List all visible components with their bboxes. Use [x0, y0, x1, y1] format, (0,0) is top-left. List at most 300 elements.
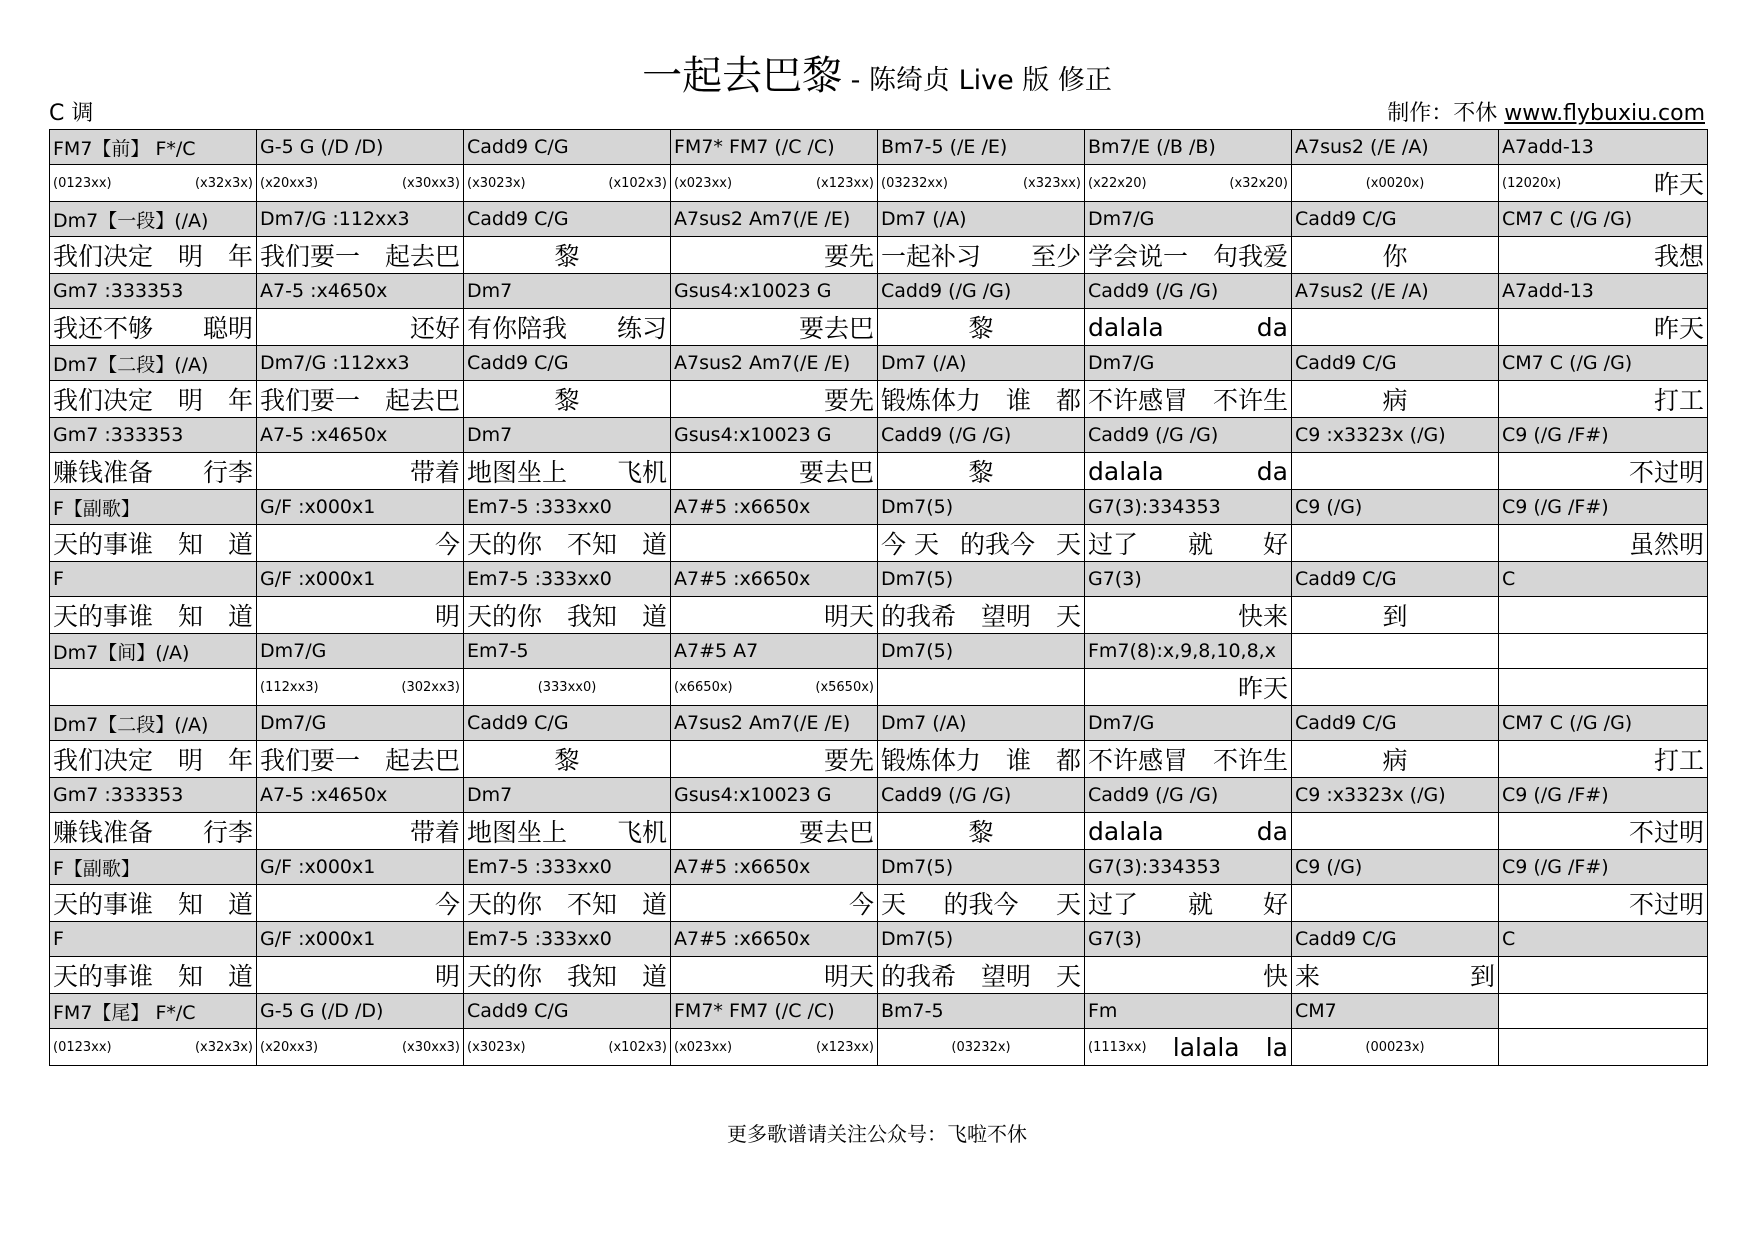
- lyric-cell: [464, 669, 671, 706]
- lyric-line: [467, 309, 667, 345]
- chord-cell: [671, 634, 878, 669]
- lyric-text: 明: [434, 602, 460, 631]
- lyric-text: 今: [434, 530, 460, 559]
- lyric-text: 天的你: [467, 530, 543, 559]
- chord-row: [50, 490, 1708, 525]
- lyric-cell: [671, 957, 878, 994]
- lyric-text: 快来: [1237, 602, 1288, 631]
- lyric-cell: [671, 597, 878, 634]
- chord-text: FM7【前】 F*/C: [53, 137, 196, 160]
- chord-cell: [1292, 274, 1499, 309]
- lyric-cell: [1499, 525, 1708, 562]
- chord-text: Gsus4:x10023 G: [674, 424, 832, 446]
- lyric-text: 道: [227, 602, 253, 631]
- lyric-cell: [464, 237, 671, 274]
- lyric-line: [1502, 381, 1704, 417]
- lyric-line: [881, 309, 1081, 345]
- lyric-text: 我们要一: [260, 746, 361, 775]
- lyric-line: [53, 597, 253, 633]
- lyric-text: 明: [434, 962, 460, 991]
- lyric-line: [881, 1040, 1081, 1055]
- fingering-text: (0123xx): [53, 175, 112, 191]
- chord-cell: [464, 346, 671, 381]
- chord-text: Gm7 :333353: [53, 424, 184, 446]
- lyric-cell: [1499, 669, 1708, 706]
- chord-cell: [878, 778, 1085, 813]
- lyric-line: [467, 176, 667, 191]
- chord-text: G7(3): [1088, 568, 1142, 590]
- lyric-line: [881, 381, 1081, 417]
- fingering-text: (x102x3): [608, 1039, 667, 1055]
- chord-cell: [1292, 778, 1499, 813]
- chord-text: Dm7: [467, 280, 513, 302]
- lyric-line: [53, 381, 253, 417]
- lyric-row: [50, 669, 1708, 706]
- lyric-cell: [1085, 741, 1292, 778]
- chord-cell: [1085, 274, 1292, 309]
- lyric-cell: [1292, 237, 1499, 274]
- lyric-line: [53, 453, 253, 489]
- lyric-text: 病: [1382, 386, 1408, 415]
- lyric-line: [881, 813, 1081, 849]
- lyric-cell: [257, 957, 464, 994]
- chord-cell: [878, 994, 1085, 1029]
- lyric-cell: [671, 1029, 878, 1066]
- lyric-line: [674, 453, 874, 489]
- chord-cell: [50, 850, 257, 885]
- lyric-text: dalala: [1088, 816, 1164, 846]
- credit-line: [1387, 96, 1705, 127]
- chord-cell: [1085, 202, 1292, 237]
- fingering-text: (x22x20): [1088, 175, 1147, 191]
- lyric-cell: [1499, 381, 1708, 418]
- chord-text: C9 (/G /F#): [1502, 856, 1609, 878]
- lyric-cell: [878, 165, 1085, 202]
- chord-cell: [1085, 562, 1292, 597]
- chord-cell: [464, 850, 671, 885]
- lyric-text: 要先: [823, 386, 874, 415]
- chord-cell: [464, 418, 671, 453]
- lyric-text: 锻炼体力: [881, 386, 982, 415]
- lyric-cell: [257, 597, 464, 634]
- chord-text: Dm7/G: [1088, 208, 1155, 230]
- chord-cell: [257, 202, 464, 237]
- lyric-text: 打工: [1653, 386, 1704, 415]
- lyric-text: 的我今: [959, 530, 1035, 559]
- lyric-cell: [671, 741, 878, 778]
- lyric-text: 道: [641, 962, 667, 991]
- lyric-cell: [1085, 237, 1292, 274]
- lyric-line: [260, 885, 460, 921]
- lyric-text: 练习: [616, 314, 667, 343]
- chord-text: F: [53, 928, 64, 950]
- lyric-line: [674, 885, 874, 921]
- chord-cell: [464, 778, 671, 813]
- fingering-text: (x20xx3): [260, 1039, 319, 1055]
- chord-cell: [50, 418, 257, 453]
- lyric-cell: [1085, 597, 1292, 634]
- lyric-line: [53, 1040, 253, 1055]
- lyric-line: [53, 885, 253, 921]
- lyric-text: 赚钱准备: [53, 458, 154, 487]
- lyric-cell: [878, 381, 1085, 418]
- fingering-text: (x32x20): [1229, 175, 1288, 191]
- chord-cell: [1085, 346, 1292, 381]
- lyric-line: [467, 453, 667, 489]
- fingering-text: (x6650x): [674, 679, 733, 695]
- lyric-text: 黎: [968, 818, 994, 847]
- chord-text: CM7 C (/G /G): [1502, 712, 1633, 734]
- lyric-cell: [1499, 309, 1708, 346]
- lyric-line: [674, 597, 874, 633]
- chord-row: [50, 994, 1708, 1029]
- fingering-text: (x123xx): [815, 1039, 874, 1055]
- lyric-text: dalala: [1088, 456, 1164, 486]
- chord-cell: [671, 274, 878, 309]
- lyric-text: da: [1256, 816, 1288, 846]
- chord-cell: [1292, 490, 1499, 525]
- chord-text: Cadd9 C/G: [467, 352, 569, 374]
- lyric-text: 的我今: [943, 890, 1019, 919]
- lyric-cell: [1499, 453, 1708, 490]
- lyric-cell: [1292, 597, 1499, 634]
- lyric-cell: [1292, 309, 1499, 346]
- lyric-cell: [878, 669, 1085, 706]
- lyric-text: 望明: [980, 962, 1031, 991]
- chord-text: A7sus2 Am7(/E /E): [674, 712, 851, 734]
- chord-text: Dm7/G: [260, 712, 327, 734]
- chord-text: F【副歌】: [53, 497, 140, 520]
- lyric-line: [53, 176, 253, 191]
- lyric-row: [50, 525, 1708, 562]
- lyric-text: 飞机: [616, 458, 667, 487]
- lyric-line: [260, 453, 460, 489]
- lyric-line: [674, 237, 874, 273]
- lyric-text: 明: [177, 746, 203, 775]
- lyric-text: 要去巴: [798, 458, 874, 487]
- lyric-text: 快: [1262, 962, 1288, 991]
- lyric-text: 带着: [409, 458, 460, 487]
- lyric-cell: [1292, 885, 1499, 922]
- chord-text: Cadd9 C/G: [1295, 352, 1397, 374]
- chord-row: [50, 922, 1708, 957]
- lyric-line: [674, 813, 874, 849]
- chord-cell: [1499, 922, 1708, 957]
- lyric-cell: [257, 309, 464, 346]
- chord-cell: [1499, 778, 1708, 813]
- lyric-text: 好: [1262, 890, 1288, 919]
- chord-text: CM7 C (/G /G): [1502, 208, 1633, 230]
- lyric-text: 道: [641, 890, 667, 919]
- lyric-text: 知: [177, 602, 203, 631]
- chord-cell: [878, 850, 1085, 885]
- chord-cell: [671, 346, 878, 381]
- lyric-line: [881, 597, 1081, 633]
- lyric-line: [674, 381, 874, 417]
- lyric-cell: [50, 309, 257, 346]
- fingering-text: (112xx3): [260, 679, 319, 695]
- lyric-text: 要先: [823, 746, 874, 775]
- lyric-text: 锻炼体力: [881, 746, 982, 775]
- lyric-text: 至少: [1030, 242, 1081, 271]
- lyric-text: 道: [641, 530, 667, 559]
- lyric-text: 不知: [566, 890, 617, 919]
- chord-row: [50, 346, 1708, 381]
- chord-cell: [257, 130, 464, 165]
- lyric-cell: [671, 669, 878, 706]
- chord-cell: [1499, 202, 1708, 237]
- chord-text: FM7【尾】 F*/C: [53, 1001, 196, 1024]
- lyric-text: 谁: [1005, 386, 1031, 415]
- chord-cell: [671, 562, 878, 597]
- lyric-line: [260, 597, 460, 633]
- lyric-line: [1295, 1040, 1495, 1055]
- chord-text: F【副歌】: [53, 857, 140, 880]
- lyric-text: 我们决定: [53, 746, 154, 775]
- chord-cell: [1499, 130, 1708, 165]
- lyric-line: [881, 957, 1081, 993]
- chord-row: [50, 130, 1708, 165]
- header: [0, 0, 1754, 135]
- chord-cell: [257, 562, 464, 597]
- chord-text: Cadd9 (/G /G): [1088, 280, 1219, 302]
- chord-text: A7#5 A7: [674, 640, 759, 662]
- chord-cell: [1292, 994, 1499, 1029]
- lyric-cell: [1499, 165, 1708, 202]
- lyric-line: [260, 813, 460, 849]
- lyric-text: 昨天: [1237, 674, 1288, 703]
- lyric-line: [467, 1040, 667, 1055]
- lyric-cell: [671, 525, 878, 562]
- lyric-text: 还好: [409, 314, 460, 343]
- lyric-cell: [257, 1029, 464, 1066]
- chord-row: [50, 274, 1708, 309]
- lyric-text: 不过明: [1628, 890, 1704, 919]
- lyric-line: [1088, 597, 1288, 633]
- chord-cell: [50, 202, 257, 237]
- lyric-text: 道: [227, 530, 253, 559]
- chord-text: Em7-5 :333xx0: [467, 568, 612, 590]
- lyric-text: 知: [177, 530, 203, 559]
- lyric-text: 天: [1055, 890, 1081, 919]
- lyric-text: 就: [1187, 530, 1213, 559]
- chord-text: Cadd9 (/G /G): [881, 280, 1012, 302]
- chord-text: A7sus2 (/E /A): [1295, 280, 1429, 302]
- lyric-text: 黎: [968, 314, 994, 343]
- lyric-text: 天的事谁: [53, 890, 154, 919]
- chord-text: A7-5 :x4650x: [260, 424, 388, 446]
- lyric-cell: [50, 957, 257, 994]
- lyric-text: 天的事谁: [53, 962, 154, 991]
- lyric-line: [260, 957, 460, 993]
- chord-cell: [257, 922, 464, 957]
- lyric-text: 我还不够: [53, 314, 154, 343]
- lyric-line: [53, 741, 253, 777]
- chord-cell: [671, 850, 878, 885]
- lyric-cell: [878, 309, 1085, 346]
- chord-cell: [671, 706, 878, 741]
- chord-cell: [878, 202, 1085, 237]
- chord-text: G7(3):334353: [1088, 856, 1221, 878]
- lyric-text: 天的事谁: [53, 602, 154, 631]
- chord-cell: [1292, 130, 1499, 165]
- chord-text: F: [53, 568, 64, 590]
- lyric-text: 到: [1469, 962, 1495, 991]
- chord-text: Cadd9 C/G: [467, 136, 569, 158]
- chord-text: G/F :x000x1: [260, 496, 376, 518]
- chord-text: G-5 G (/D /D): [260, 136, 384, 158]
- lyric-line: [53, 525, 253, 561]
- chord-text: Cadd9 C/G: [467, 1000, 569, 1022]
- lyric-text: lalala: [1172, 1032, 1240, 1062]
- chord-cell: [50, 274, 257, 309]
- lyric-text: 带着: [409, 818, 460, 847]
- lyric-line: [881, 885, 1081, 921]
- lyric-cell: [257, 741, 464, 778]
- chord-text: C9 (/G /F#): [1502, 424, 1609, 446]
- chord-text: Dm7/G: [260, 640, 327, 662]
- chord-cell: [878, 562, 1085, 597]
- lyric-row: [50, 1029, 1708, 1066]
- lyric-cell: [464, 309, 671, 346]
- lyric-text: 明天: [823, 962, 874, 991]
- chord-text: A7#5 :x6650x: [674, 928, 811, 950]
- lyric-text: 不许生: [1212, 746, 1288, 775]
- lyric-line: [881, 525, 1081, 561]
- chord-cell: [50, 778, 257, 813]
- lyric-line: [1502, 309, 1704, 345]
- lyric-cell: [257, 525, 464, 562]
- lyric-cell: [671, 453, 878, 490]
- chord-row: [50, 850, 1708, 885]
- lyric-line: [467, 741, 667, 777]
- lyric-cell: [464, 597, 671, 634]
- chord-cell: [1085, 922, 1292, 957]
- chord-cell: [464, 274, 671, 309]
- chord-text: A7#5 :x6650x: [674, 496, 811, 518]
- lyric-text: 黎: [554, 242, 580, 271]
- chord-cell: [50, 634, 257, 669]
- chord-cell: [50, 346, 257, 381]
- chord-text: G-5 G (/D /D): [260, 1000, 384, 1022]
- lyric-row: [50, 237, 1708, 274]
- lyric-line: [1088, 741, 1288, 777]
- lyric-cell: [1499, 237, 1708, 274]
- chord-cell: [878, 274, 1085, 309]
- lyric-text: 要去巴: [798, 314, 874, 343]
- lyric-text: 天: [1055, 602, 1081, 631]
- lyric-cell: [50, 453, 257, 490]
- chord-cell: [257, 490, 464, 525]
- chord-text: Dm7 (/A): [881, 712, 967, 734]
- chord-text: Dm7: [467, 424, 513, 446]
- chord-text: Dm7【一段】(/A): [53, 209, 209, 232]
- lyric-cell: [1292, 525, 1499, 562]
- lyric-line: [1088, 957, 1288, 993]
- chord-text: A7-5 :x4650x: [260, 280, 388, 302]
- lyric-text: 道: [227, 962, 253, 991]
- chord-cell: [1292, 202, 1499, 237]
- lyric-text: 病: [1382, 746, 1408, 775]
- chord-cell: [50, 706, 257, 741]
- lyric-cell: [50, 885, 257, 922]
- lyric-line: [1088, 669, 1288, 705]
- chord-text: CM7: [1295, 1000, 1337, 1022]
- chord-sheet-table: [49, 129, 1708, 1066]
- lyric-line: [1088, 237, 1288, 273]
- chord-text: A7sus2 (/E /A): [1295, 136, 1429, 158]
- fingering-text: (x30xx3): [401, 175, 460, 191]
- fingering-text: (03232x): [951, 1039, 1011, 1055]
- chord-cell: [1499, 562, 1708, 597]
- lyric-text: 要去巴: [798, 818, 874, 847]
- lyric-line: [53, 957, 253, 993]
- lyric-text: 天: [881, 890, 907, 919]
- chord-text: C: [1502, 568, 1516, 590]
- website-link[interactable]: www.flybuxiu.com: [1504, 101, 1705, 126]
- chord-cell: [257, 850, 464, 885]
- lyric-line: [1502, 741, 1704, 777]
- chord-cell: [1292, 706, 1499, 741]
- chord-text: Cadd9 (/G /G): [881, 424, 1012, 446]
- lyric-line: [1088, 457, 1288, 486]
- lyric-text: 都: [1055, 746, 1081, 775]
- lyric-line: [674, 309, 874, 345]
- chord-text: Cadd9 (/G /G): [881, 784, 1012, 806]
- chord-cell: [878, 130, 1085, 165]
- lyric-cell: [1292, 669, 1499, 706]
- chord-text: Dm7【间】(/A): [53, 641, 190, 664]
- chord-cell: [1292, 634, 1499, 669]
- chord-cell: [257, 418, 464, 453]
- chord-row: [50, 562, 1708, 597]
- lyric-text: 道: [641, 602, 667, 631]
- lyric-text: dalala: [1088, 312, 1164, 342]
- lyric-line: [1088, 381, 1288, 417]
- chord-cell: [1499, 706, 1708, 741]
- lyric-text: 来: [1295, 962, 1321, 991]
- lyric-cell: [1499, 597, 1708, 634]
- lyric-text: 我知: [566, 962, 617, 991]
- lyric-text: 今 天: [881, 530, 939, 559]
- fingering-text: (333xx0): [537, 679, 597, 695]
- chord-cell: [464, 922, 671, 957]
- fingering-text: (x30xx3): [401, 1039, 460, 1055]
- lyric-text: 黎: [554, 746, 580, 775]
- chord-cell: [1292, 922, 1499, 957]
- lyric-line: [53, 309, 253, 345]
- lyric-text: 句我爱: [1212, 242, 1288, 271]
- lyric-text: 知: [177, 962, 203, 991]
- chord-text: Cadd9 (/G /G): [1088, 424, 1219, 446]
- chord-cell: [671, 994, 878, 1029]
- chord-cell: [1085, 850, 1292, 885]
- lyric-cell: [257, 669, 464, 706]
- lyric-line: [1295, 957, 1495, 993]
- fingering-text: (x3023x): [467, 1039, 526, 1055]
- chord-cell: [50, 562, 257, 597]
- lyric-text: 过了: [1088, 890, 1139, 919]
- chord-cell: [50, 490, 257, 525]
- lyric-cell: [671, 813, 878, 850]
- lyric-cell: [257, 381, 464, 418]
- chord-cell: [1499, 850, 1708, 885]
- lyric-text: 明: [177, 242, 203, 271]
- lyric-line: [260, 176, 460, 191]
- lyric-text: 起去巴: [384, 746, 460, 775]
- fingering-text: (x023xx): [674, 175, 733, 191]
- lyric-line: [1502, 885, 1704, 921]
